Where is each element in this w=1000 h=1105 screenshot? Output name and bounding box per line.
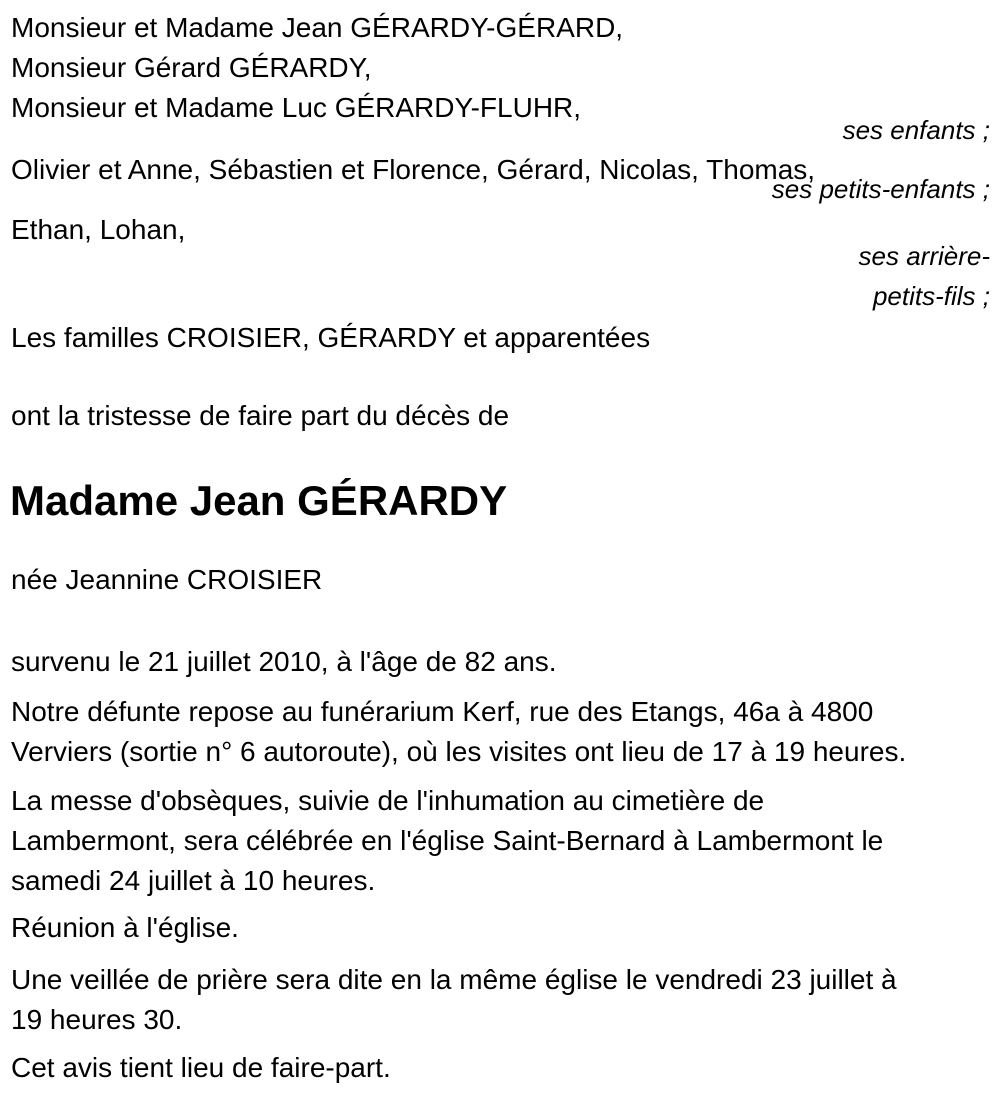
vigil-line: Une veillée de prière sera dite en la même église le vendredi 23 juillet à	[11, 964, 897, 995]
relation-label-great-grandsons: petits-fils ;	[872, 281, 990, 311]
relation-label-children: ses enfants ;	[842, 115, 990, 145]
family-member-line: Monsieur et Madame Luc GÉRARDY-FLUHR,	[11, 92, 582, 123]
meeting-line: Réunion à l'église.	[11, 912, 239, 943]
family-member-line: Monsieur et Madame Jean GÉRARDY-GÉRARD,	[11, 12, 624, 43]
mass-line: samedi 24 juillet à 10 heures.	[11, 865, 376, 896]
mass-line: La messe d'obsèques, suivie de l'inhumation au cimetière de	[11, 785, 765, 816]
closing-line: Cet avis tient lieu de faire-part.	[11, 1052, 391, 1083]
relation-label-grandchildren: ses petits-enfants ;	[771, 174, 990, 204]
deceased-name: Madame Jean GÉRARDY	[10, 477, 508, 524]
family-member-line: Monsieur Gérard GÉRARDY,	[11, 52, 372, 83]
relation-label-great-grandsons: ses arrière-	[858, 241, 990, 271]
death-date-line: survenu le 21 juillet 2010, à l'âge de 82 ans.	[11, 646, 557, 677]
repose-line: Notre défunte repose au funérarium Kerf, rue des Etangs, 46a à 4800	[11, 696, 874, 727]
intro-line: ont la tristesse de faire part du décès de	[11, 400, 510, 431]
vigil-line: 19 heures 30.	[11, 1004, 183, 1035]
maiden-name-line: née Jeannine CROISIER	[11, 564, 323, 595]
repose-line: Verviers (sortie n° 6 autoroute), où les visites ont lieu de 17 à 19 heures.	[11, 736, 907, 767]
mass-line: Lambermont, sera célébrée en l'église Saint-Bernard à Lambermont le	[11, 825, 884, 856]
family-member-line: Olivier et Anne, Sébastien et Florence, Gérard, Nicolas, Thomas,	[11, 154, 816, 185]
families-line: Les familles CROISIER, GÉRARDY et apparentées	[11, 322, 651, 353]
family-member-line: Ethan, Lohan,	[11, 214, 186, 245]
